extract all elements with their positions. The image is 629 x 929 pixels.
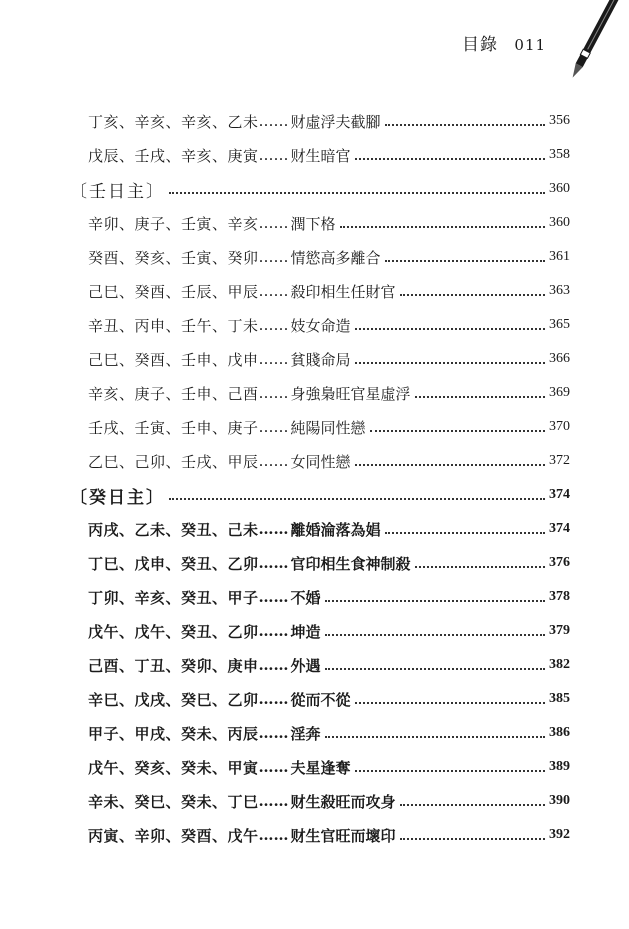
toc-entry bbox=[70, 750, 570, 784]
dot-leader bbox=[325, 599, 545, 602]
entry-title: 夫星逢奪 bbox=[290, 758, 351, 777]
entry-leader: …… bbox=[258, 384, 289, 402]
entry-pillars: 己巳、癸酉、壬申、戊申 bbox=[88, 350, 259, 369]
entry-pillars: 己酉、丁丑、癸卯、庚申 bbox=[88, 656, 259, 675]
entry-page-number: 360 bbox=[549, 215, 570, 230]
entry-pillars: 己巳、癸酉、壬辰、甲辰 bbox=[88, 282, 259, 301]
entry-leader: …… bbox=[258, 282, 289, 300]
entry-title: 官印相生食神制殺 bbox=[290, 554, 411, 573]
entry-leader: …… bbox=[258, 520, 289, 538]
entry-pillars: 辛卯、庚子、壬寅、辛亥 bbox=[88, 214, 259, 233]
entry-leader: …… bbox=[258, 350, 289, 368]
toc-entry bbox=[70, 308, 570, 342]
entry-pillars: 丁卯、辛亥、癸丑、甲子 bbox=[88, 588, 259, 607]
entry-page-number: 378 bbox=[549, 589, 570, 604]
entry-title: 離婚淪落為娼 bbox=[290, 520, 381, 539]
toc-entry bbox=[70, 206, 570, 240]
entry-leader: …… bbox=[258, 656, 289, 674]
dot-leader bbox=[340, 225, 545, 228]
entry-pillars: 辛亥、庚子、壬申、己酉 bbox=[88, 384, 259, 403]
toc-entry bbox=[70, 274, 570, 308]
entry-leader: …… bbox=[258, 758, 289, 776]
toc-entry bbox=[70, 444, 570, 478]
entry-title: 财生暗官 bbox=[290, 146, 351, 165]
entry-page-number: 374 bbox=[549, 521, 570, 536]
dot-leader bbox=[355, 361, 545, 364]
entry-leader: …… bbox=[258, 792, 289, 810]
entry-leader: …… bbox=[258, 214, 289, 232]
entry-page-number: 356 bbox=[549, 113, 570, 128]
entry-leader: …… bbox=[258, 452, 289, 470]
entry-leader: …… bbox=[258, 826, 289, 844]
entry-pillars: 癸酉、癸亥、壬寅、癸卯 bbox=[88, 248, 259, 267]
entry-title: 淫奔 bbox=[290, 724, 321, 743]
dot-leader bbox=[169, 497, 545, 500]
dot-leader bbox=[355, 769, 545, 772]
entry-pillars: 戊辰、壬戌、辛亥、庚寅 bbox=[88, 146, 259, 165]
entry-page-number: 382 bbox=[549, 657, 570, 672]
entry-page-number: 385 bbox=[549, 691, 570, 706]
entry-title: 潤下格 bbox=[290, 214, 336, 233]
entry-leader: …… bbox=[258, 418, 289, 436]
dot-leader bbox=[385, 259, 545, 262]
entry-pillars: 戊午、癸亥、癸未、甲寅 bbox=[88, 758, 259, 777]
header-title: 目錄 bbox=[462, 35, 498, 55]
entry-pillars: 丁亥、辛亥、辛亥、乙未 bbox=[88, 112, 259, 131]
dot-leader bbox=[325, 633, 545, 636]
entry-leader: …… bbox=[258, 690, 289, 708]
entry-leader: …… bbox=[258, 622, 289, 640]
dot-leader bbox=[400, 293, 545, 296]
toc-entry bbox=[70, 546, 570, 580]
entry-pillars: 乙巳、己卯、壬戌、甲辰 bbox=[88, 452, 259, 471]
entry-pillars: 丁巳、戊申、癸丑、乙卯 bbox=[88, 554, 259, 573]
dot-leader bbox=[385, 531, 545, 534]
entry-pillars: 辛巳、戊戌、癸巳、乙卯 bbox=[88, 690, 259, 709]
entry-page-number: 372 bbox=[549, 453, 570, 468]
toc-entry bbox=[70, 342, 570, 376]
entry-page-number: 392 bbox=[549, 827, 570, 842]
dot-leader bbox=[325, 735, 545, 738]
entry-page-number: 390 bbox=[549, 793, 570, 808]
toc-entry bbox=[70, 376, 570, 410]
entry-pillars: 戊午、戊午、癸丑、乙卯 bbox=[88, 622, 259, 641]
toc-entry bbox=[70, 138, 570, 172]
entry-pillars: 甲子、甲戌、癸未、丙辰 bbox=[88, 724, 259, 743]
entry-page-number: 379 bbox=[549, 623, 570, 638]
section-label: 〔壬日主〕 bbox=[70, 181, 165, 202]
toc-entry bbox=[70, 648, 570, 682]
entry-title: 情慾高多離合 bbox=[290, 248, 381, 267]
toc-entry bbox=[70, 716, 570, 750]
toc-list bbox=[70, 104, 570, 852]
header-page-number: 011 bbox=[514, 36, 547, 54]
entry-title: 外遇 bbox=[290, 656, 321, 675]
entry-title: 妓女命造 bbox=[290, 316, 351, 335]
toc-entry bbox=[70, 240, 570, 274]
entry-title: 殺印相生任財官 bbox=[290, 282, 396, 301]
entry-page-number: 369 bbox=[549, 385, 570, 400]
entry-title: 财虛浮夫截腳 bbox=[290, 112, 381, 131]
toc-entry bbox=[70, 410, 570, 444]
toc-entry bbox=[70, 818, 570, 852]
toc-section-heading bbox=[70, 172, 570, 206]
entry-title: 從而不從 bbox=[290, 690, 351, 709]
entry-page-number: 365 bbox=[549, 317, 570, 332]
entry-page-number: 358 bbox=[549, 147, 570, 162]
entry-pillars: 丙寅、辛卯、癸酉、戊午 bbox=[88, 826, 259, 845]
toc-entry bbox=[70, 784, 570, 818]
toc-section-heading bbox=[70, 478, 570, 512]
entry-leader: …… bbox=[258, 588, 289, 606]
toc-entry bbox=[70, 682, 570, 716]
entry-title: 不婚 bbox=[290, 588, 321, 607]
dot-leader bbox=[370, 429, 545, 432]
entry-title: 身強梟旺官星虛浮 bbox=[290, 384, 411, 403]
entry-pillars: 辛未、癸巳、癸未、丁巳 bbox=[88, 792, 259, 811]
entry-leader: …… bbox=[258, 248, 289, 266]
page-header bbox=[462, 30, 546, 55]
entry-pillars: 壬戌、壬寅、壬申、庚子 bbox=[88, 418, 259, 437]
entry-page-number: 361 bbox=[549, 249, 570, 264]
dot-leader bbox=[355, 701, 545, 704]
entry-page-number: 389 bbox=[549, 759, 570, 774]
dot-leader bbox=[355, 327, 545, 330]
entry-pillars: 丙戌、乙未、癸丑、己未 bbox=[88, 520, 259, 539]
entry-title: 坤造 bbox=[290, 622, 321, 641]
dot-leader bbox=[325, 667, 545, 670]
toc-entry bbox=[70, 580, 570, 614]
entry-leader: …… bbox=[258, 554, 289, 572]
entry-page-number: 360 bbox=[549, 181, 570, 196]
dot-leader bbox=[355, 463, 545, 466]
entry-title: 貧賤命局 bbox=[290, 350, 351, 369]
entry-page-number: 386 bbox=[549, 725, 570, 740]
dot-leader bbox=[400, 837, 545, 840]
pen-icon bbox=[560, 0, 620, 90]
entry-leader: …… bbox=[258, 724, 289, 742]
toc-entry bbox=[70, 104, 570, 138]
entry-title: 财生殺旺而攻身 bbox=[290, 792, 396, 811]
entry-page-number: 370 bbox=[549, 419, 570, 434]
entry-page-number: 374 bbox=[549, 487, 570, 502]
section-label: 〔癸日主〕 bbox=[70, 487, 165, 508]
entry-page-number: 363 bbox=[549, 283, 570, 298]
entry-page-number: 366 bbox=[549, 351, 570, 366]
entry-title: 純陽同性戀 bbox=[290, 418, 366, 437]
dot-leader bbox=[169, 191, 545, 194]
toc-entry bbox=[70, 512, 570, 546]
entry-page-number: 376 bbox=[549, 555, 570, 570]
dot-leader bbox=[385, 123, 545, 126]
entry-title: 女同性戀 bbox=[290, 452, 351, 471]
entry-title: 财生官旺而壞印 bbox=[290, 826, 396, 845]
entry-leader: …… bbox=[258, 112, 289, 130]
dot-leader bbox=[415, 395, 545, 398]
toc-entry bbox=[70, 614, 570, 648]
entry-leader: …… bbox=[258, 316, 289, 334]
dot-leader bbox=[415, 565, 545, 568]
dot-leader bbox=[355, 157, 545, 160]
entry-leader: …… bbox=[258, 146, 289, 164]
dot-leader bbox=[400, 803, 545, 806]
entry-pillars: 辛丑、丙申、壬午、丁未 bbox=[88, 316, 259, 335]
